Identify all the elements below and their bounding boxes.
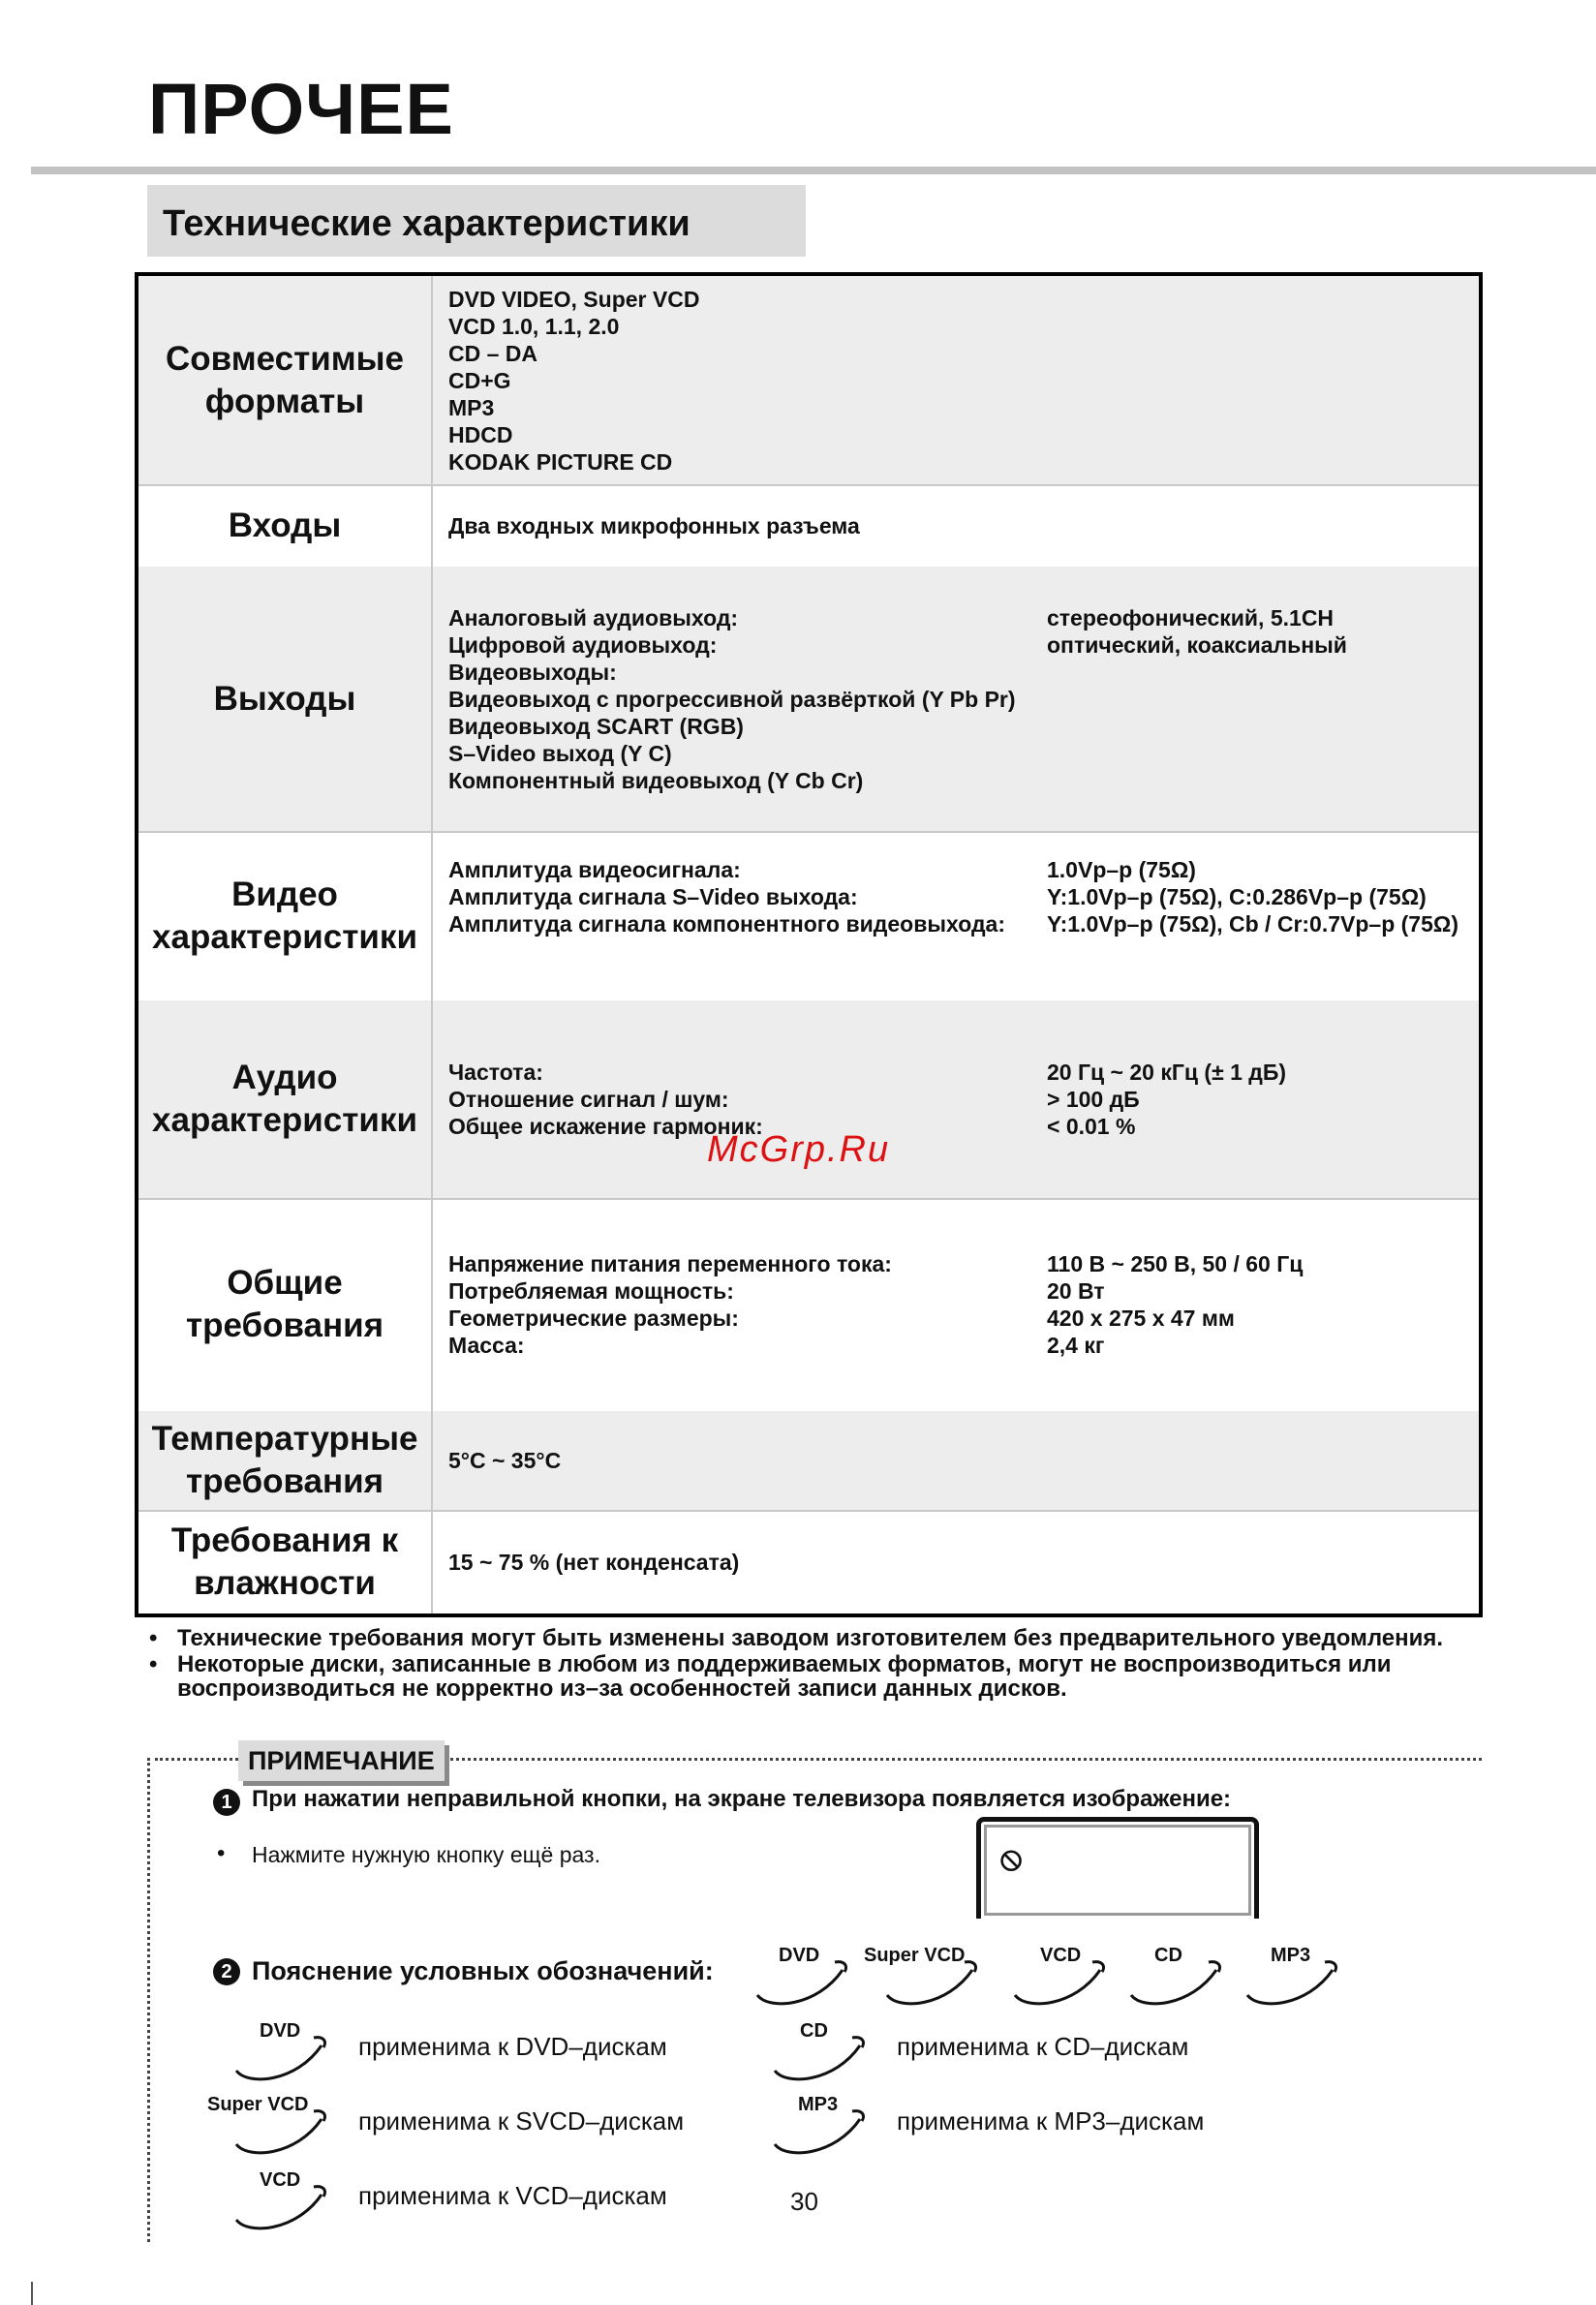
spec-value: 1.0Vp–p (75Ω) xyxy=(1047,857,1196,882)
row-label: Требования к влажности xyxy=(138,1510,433,1614)
spec-row-outputs xyxy=(138,567,1479,833)
row-label: Общие требования xyxy=(138,1198,433,1411)
disc-logo-label: Super VCD xyxy=(864,1945,966,1966)
legend-logo-svcd xyxy=(207,2094,323,2156)
crop-mark xyxy=(31,2282,33,2305)
watermark: McGrp.Ru xyxy=(707,1129,891,1170)
spec-pair xyxy=(448,1086,1469,1113)
disc-logo-mp3 xyxy=(1240,1945,1356,2007)
disc-logo-cd xyxy=(1123,1945,1240,2007)
disc-logo-label: CD xyxy=(1154,1945,1182,1966)
note-item-2: Пояснение условных обозначений: xyxy=(252,1956,714,1985)
footnote-item: • Некоторые диски, записанные в любом из поддерживаемых форматов, могут не воспроизводиться или воспроизводиться не корректно из–за особенностей записи данных дисков. xyxy=(145,1652,1501,1701)
format-line: CD – DA xyxy=(448,340,538,366)
disc-logo-label: CD xyxy=(800,2020,828,2042)
spec-value: 110 В ~ 250 В, 50 / 60 Гц xyxy=(1047,1251,1304,1276)
spec-pair xyxy=(448,1059,1469,1086)
legend-text-dvd: применима к DVD–дискам xyxy=(358,2032,667,2061)
format-line: VCD 1.0, 1.1, 2.0 xyxy=(448,313,620,339)
row-label: Видео характеристики xyxy=(138,831,433,1000)
page-number: 30 xyxy=(790,2187,818,2216)
spec-value: Y:1.0Vp–p (75Ω), Cb / Cr:0.7Vp–p (75Ω) xyxy=(1047,911,1458,937)
legend-text-cd: применима к CD–дискам xyxy=(897,2032,1189,2061)
spec-key: Амплитуда видеосигнала: xyxy=(448,857,741,882)
spec-pair xyxy=(448,631,1469,659)
spec-row-inputs xyxy=(138,484,1479,569)
row-label: Совместимые форматы xyxy=(138,276,433,484)
spec-row-video xyxy=(138,831,1479,1002)
output-line: Видеовыходы: xyxy=(448,659,617,685)
prohibited-icon: ⦸ xyxy=(1000,1840,1023,1877)
spec-key: Отношение сигнал / шум: xyxy=(448,1087,729,1112)
spec-value: < 0.01 % xyxy=(1047,1114,1136,1139)
format-line: KODAK PICTURE CD xyxy=(448,448,673,475)
spec-value: 420 x 275 x 47 мм xyxy=(1047,1306,1235,1331)
spec-pair xyxy=(448,1250,1469,1277)
disc-logo-vcd xyxy=(1007,1945,1123,2007)
note-item-1: При нажатии неправильной кнопки, на экране телевизора появляется изображение: xyxy=(252,1786,1232,1812)
spec-key: Масса: xyxy=(448,1333,525,1358)
disc-logo-label: DVD xyxy=(779,1945,820,1966)
spec-key: Общее искажение гармоник: xyxy=(448,1114,763,1139)
spec-row-temperature xyxy=(138,1411,1479,1512)
spec-key: Частота: xyxy=(448,1060,543,1085)
row-content xyxy=(448,1510,1469,1614)
row-content xyxy=(448,1000,1469,1198)
legend-text-mp3: применима к MP3–дискам xyxy=(897,2106,1205,2136)
note-sub-bullet: • xyxy=(217,1840,226,1866)
spec-footnotes xyxy=(145,1626,1501,1703)
spec-key: Цифровой аудиовыход: xyxy=(448,631,718,658)
format-line: MP3 xyxy=(448,394,495,420)
note-number-2: 2 xyxy=(213,1958,240,1985)
note-item-1-sub: Нажмите нужную кнопку ещё раз. xyxy=(252,1842,600,1867)
spec-value: 20 Гц ~ 20 кГц (± 1 дБ) xyxy=(1047,1060,1287,1085)
row-content xyxy=(448,276,1469,484)
spec-value: > 100 дБ xyxy=(1047,1087,1140,1112)
spec-key: Геометрические размеры: xyxy=(448,1306,739,1331)
format-line: DVD VIDEO, Super VCD xyxy=(448,286,700,312)
spec-key: Амплитуда сигнала S–Video выхода: xyxy=(448,884,858,909)
spec-key: Аналоговый аудиовыход: xyxy=(448,604,739,630)
spec-key: Амплитуда сигнала компонентного видеовыхода: xyxy=(448,911,1006,937)
spec-table xyxy=(135,272,1483,1617)
disc-logo-label: Super VCD xyxy=(207,2094,309,2115)
spec-pair xyxy=(448,856,1469,883)
spec-value: 2,4 кг xyxy=(1047,1333,1105,1358)
spec-value: 20 Вт xyxy=(1047,1278,1105,1304)
row-label: Выходы xyxy=(138,567,433,831)
row-content xyxy=(448,1198,1469,1411)
legend-logo-mp3 xyxy=(767,2094,883,2156)
tv-screen-illustration xyxy=(976,1817,1259,1919)
note-tag: ПРИМЕЧАНИЕ xyxy=(238,1740,445,1781)
output-line: Компонентный видеовыход (Y Cb Cr) xyxy=(448,767,864,793)
spec-value: стереофонический, 5.1CH xyxy=(1047,604,1335,630)
spec-key: Напряжение питания переменного тока: xyxy=(448,1251,892,1276)
legend-logo-vcd xyxy=(229,2169,345,2231)
disc-logo-label: MP3 xyxy=(798,2094,839,2115)
spec-pair xyxy=(448,1113,1469,1140)
legend-text-svcd: применима к SVCD–дискам xyxy=(358,2106,685,2136)
spec-value: оптический, коаксиальный xyxy=(1047,631,1347,658)
row-label: Входы xyxy=(138,484,433,567)
section-title: Технические характеристики xyxy=(163,203,691,244)
spec-row-formats xyxy=(138,276,1479,486)
page-title: ПРОЧЕЕ xyxy=(148,69,454,149)
section-header xyxy=(147,185,806,257)
spec-pair xyxy=(448,1332,1469,1359)
disc-logo-dvd xyxy=(750,1945,866,2007)
row-content xyxy=(448,831,1469,1000)
note-frame-left xyxy=(147,1758,150,2242)
input-line: Два входных микрофонных разъема xyxy=(448,512,860,538)
humidity-value: 15 ~ 75 % (нет конденсата) xyxy=(448,1549,740,1575)
note-number-1: 1 xyxy=(213,1789,240,1816)
row-label: Температурные требования xyxy=(138,1411,433,1510)
output-line: Видеовыход с прогрессивной развёрткой (Y Pb Pr) xyxy=(448,686,1016,712)
row-content xyxy=(448,1411,1469,1510)
output-line: Видеовыход SCART (RGB) xyxy=(448,713,744,739)
spec-pair xyxy=(448,1305,1469,1332)
spec-pair xyxy=(448,1277,1469,1305)
format-line: CD+G xyxy=(448,367,511,393)
spec-row-general xyxy=(138,1198,1479,1413)
spec-pair xyxy=(448,883,1469,910)
spec-pair xyxy=(448,910,1469,937)
legend-logo-dvd xyxy=(229,2020,345,2082)
spec-pair xyxy=(448,604,1469,631)
disc-logo-label: MP3 xyxy=(1271,1945,1311,1966)
legend-logo-cd xyxy=(767,2020,883,2082)
format-line: HDCD xyxy=(448,421,513,447)
spec-value: Y:1.0Vp–p (75Ω), C:0.286Vp–p (75Ω) xyxy=(1047,884,1427,909)
row-label: Аудио характеристики xyxy=(138,1000,433,1198)
row-content xyxy=(448,484,1469,567)
disc-logo-label: DVD xyxy=(260,2020,301,2042)
spec-row-humidity xyxy=(138,1510,1479,1614)
footnote-item: • Технические требования могут быть изменены заводом изготовителем без предварительного уведомления. xyxy=(145,1626,1501,1650)
output-line: S–Video выход (Y C) xyxy=(448,740,672,766)
spec-key: Потребляемая мощность: xyxy=(448,1278,734,1304)
disc-logo-label: VCD xyxy=(1040,1945,1082,1966)
legend-text-vcd: применима к VCD–дискам xyxy=(358,2181,667,2210)
disc-logo-label: VCD xyxy=(260,2169,301,2191)
row-content xyxy=(448,567,1469,831)
temperature-value: 5°C ~ 35°C xyxy=(448,1448,562,1473)
disc-logo-svcd xyxy=(862,1945,978,2007)
title-divider xyxy=(31,167,1596,174)
